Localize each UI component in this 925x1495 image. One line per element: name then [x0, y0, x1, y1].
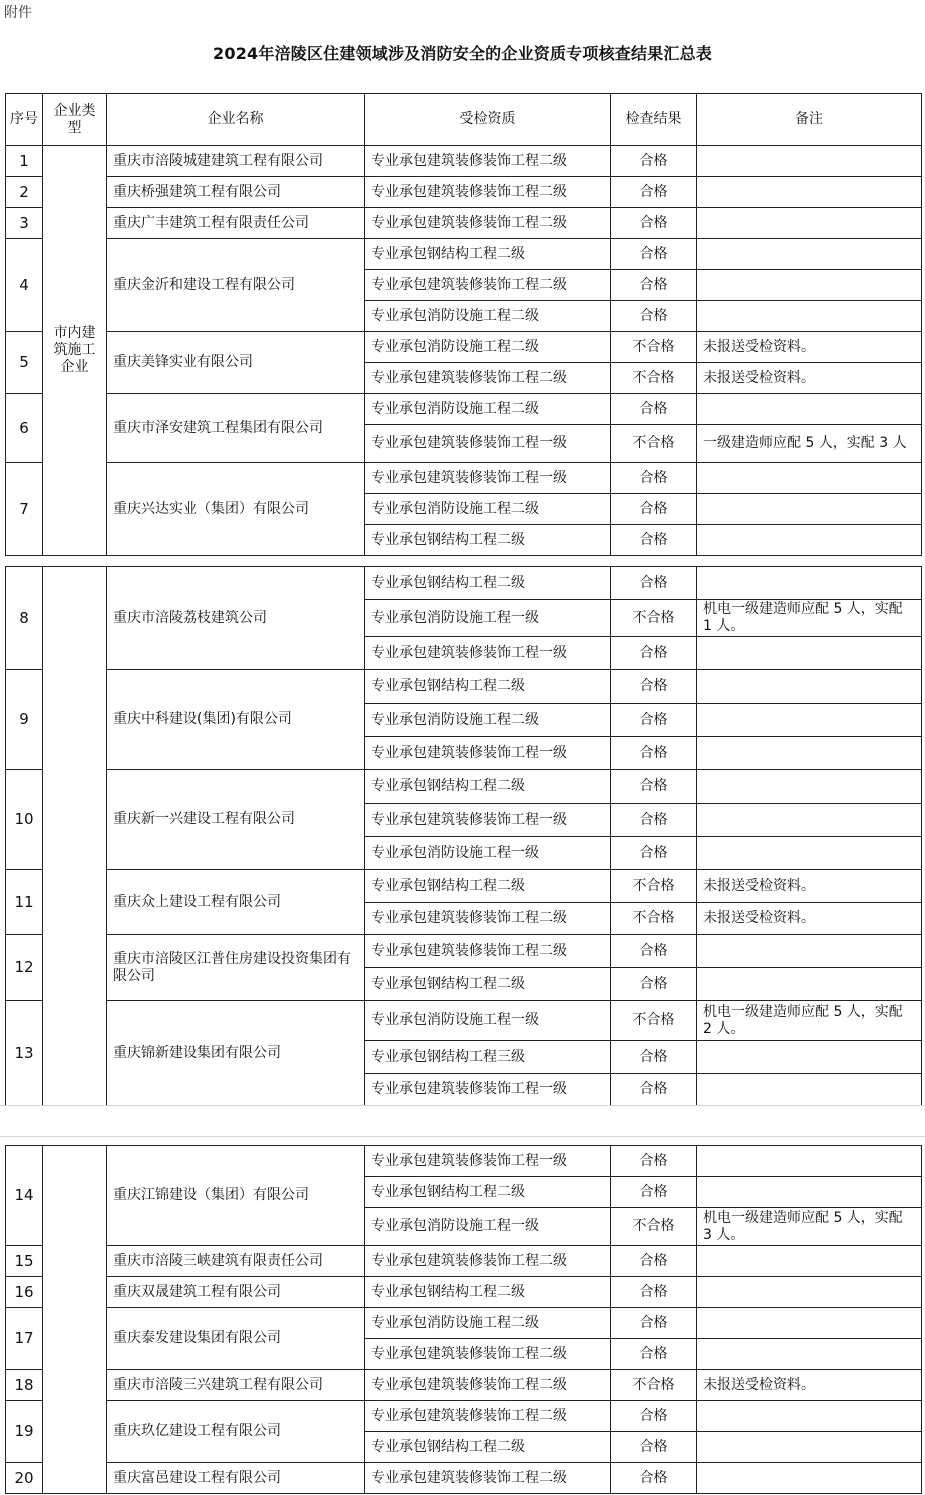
- qualification-cell: 专业承包钢结构工程二级: [365, 525, 611, 556]
- table-row: [6, 463, 922, 494]
- note-cell: [697, 394, 922, 425]
- enterprise-name-cell: 重庆市涪陵荔枝建筑公司: [107, 567, 365, 670]
- qualification-cell: 专业承包建筑装修装饰工程二级: [365, 1463, 611, 1494]
- table-row: [6, 394, 922, 425]
- note-cell: [697, 1177, 922, 1208]
- result-cell: 合格: [611, 837, 697, 870]
- seq-cell: 16: [6, 1277, 43, 1308]
- seq-cell: 8: [6, 567, 43, 670]
- note-cell: 未报送受检资料。: [697, 363, 922, 394]
- result-cell: 不合格: [611, 1208, 697, 1246]
- note-cell: [697, 1308, 922, 1339]
- result-cell: 不合格: [611, 1370, 697, 1401]
- result-cell: 合格: [611, 494, 697, 525]
- result-cell: 合格: [611, 1041, 697, 1074]
- result-cell: 合格: [611, 1432, 697, 1463]
- header-result: 检查结果: [611, 94, 697, 146]
- seq-cell: 12: [6, 935, 43, 1001]
- enterprise-name-cell: 重庆锦新建设集团有限公司: [107, 1001, 365, 1106]
- qualification-cell: 专业承包钢结构工程二级: [365, 670, 611, 704]
- note-cell: 未报送受检资料。: [697, 1370, 922, 1401]
- table-row: [6, 1308, 922, 1339]
- note-cell: [697, 1432, 922, 1463]
- result-cell: 合格: [611, 1246, 697, 1277]
- qualification-cell: 专业承包建筑装修装饰工程一级: [365, 804, 611, 837]
- table-row: [6, 208, 922, 239]
- note-cell: [697, 301, 922, 332]
- table-row: [6, 1401, 922, 1432]
- table-row: [6, 770, 922, 804]
- seq-cell: 17: [6, 1308, 43, 1370]
- enterprise-name-cell: 重庆市涪陵三兴建筑工程有限公司: [107, 1370, 365, 1401]
- qualification-cell: 专业承包消防设施工程一级: [365, 1208, 611, 1246]
- seq-cell: 4: [6, 239, 43, 332]
- result-cell: 不合格: [611, 363, 697, 394]
- header-row: [6, 94, 922, 146]
- table-row: [6, 670, 922, 704]
- table-row: [6, 177, 922, 208]
- header-name: 企业名称: [107, 94, 365, 146]
- results-table-part-3: [5, 1145, 922, 1494]
- result-cell: 不合格: [611, 332, 697, 363]
- note-cell: [697, 737, 922, 770]
- qualification-cell: 专业承包钢结构工程二级: [365, 770, 611, 804]
- seq-cell: 15: [6, 1246, 43, 1277]
- note-cell: [697, 146, 922, 177]
- result-cell: 合格: [611, 146, 697, 177]
- qualification-cell: 专业承包建筑装修装饰工程一级: [365, 1074, 611, 1106]
- qualification-cell: 专业承包建筑装修装饰工程一级: [365, 463, 611, 494]
- qualification-cell: 专业承包钢结构工程三级: [365, 1041, 611, 1074]
- note-cell: [697, 1074, 922, 1106]
- qualification-cell: 专业承包建筑装修装饰工程二级: [365, 1339, 611, 1370]
- note-cell: [697, 804, 922, 837]
- result-cell: 合格: [611, 270, 697, 301]
- note-cell: [697, 239, 922, 270]
- table-row: [6, 567, 922, 600]
- seq-cell: 1: [6, 146, 43, 177]
- qualification-cell: 专业承包建筑装修装饰工程二级: [365, 935, 611, 968]
- header-note: 备注: [697, 94, 922, 146]
- result-cell: 合格: [611, 737, 697, 770]
- qualification-cell: 专业承包建筑装修装饰工程二级: [365, 208, 611, 239]
- qualification-cell: 专业承包消防设施工程二级: [365, 301, 611, 332]
- qualification-cell: 专业承包消防设施工程一级: [365, 837, 611, 870]
- table-row: [6, 332, 922, 363]
- results-table-part-1: [5, 93, 922, 556]
- result-cell: 不合格: [611, 870, 697, 903]
- qualification-cell: 专业承包消防设施工程二级: [365, 704, 611, 737]
- table-row: [6, 1463, 922, 1494]
- seq-cell: 5: [6, 332, 43, 394]
- table-row: [6, 1001, 922, 1041]
- seq-cell: 18: [6, 1370, 43, 1401]
- result-cell: 合格: [611, 1146, 697, 1177]
- result-cell: 合格: [611, 1401, 697, 1432]
- seq-cell: 6: [6, 394, 43, 463]
- note-cell: 未报送受检资料。: [697, 903, 922, 935]
- table-row: [6, 1277, 922, 1308]
- results-table-part-2: [5, 566, 922, 1106]
- table-row: [6, 1370, 922, 1401]
- qualification-cell: 专业承包建筑装修装饰工程二级: [365, 270, 611, 301]
- enterprise-name-cell: 重庆兴达实业（集团）有限公司: [107, 463, 365, 556]
- result-cell: 合格: [611, 637, 697, 670]
- note-cell: [697, 1277, 922, 1308]
- qualification-cell: 专业承包消防设施工程二级: [365, 332, 611, 363]
- seq-cell: 19: [6, 1401, 43, 1463]
- enterprise-name-cell: 重庆桥强建筑工程有限公司: [107, 177, 365, 208]
- seq-cell: 3: [6, 208, 43, 239]
- header-seq: 序号: [6, 94, 43, 146]
- enterprise-name-cell: 重庆美锋实业有限公司: [107, 332, 365, 394]
- qualification-cell: 专业承包建筑装修装饰工程二级: [365, 1246, 611, 1277]
- qualification-cell: 专业承包建筑装修装饰工程二级: [365, 903, 611, 935]
- qualification-cell: 专业承包钢结构工程二级: [365, 1432, 611, 1463]
- result-cell: 合格: [611, 704, 697, 737]
- result-cell: 合格: [611, 770, 697, 804]
- note-cell: [697, 637, 922, 670]
- result-cell: 合格: [611, 935, 697, 968]
- result-cell: 合格: [611, 804, 697, 837]
- enterprise-name-cell: 重庆双晟建筑工程有限公司: [107, 1277, 365, 1308]
- enterprise-name-cell: 重庆市涪陵城建建筑工程有限公司: [107, 146, 365, 177]
- header-type: 企业类型: [43, 94, 107, 146]
- note-cell: 机电一级建造师应配 5 人，实配 1 人。: [697, 600, 922, 637]
- enterprise-name-cell: 重庆众上建设工程有限公司: [107, 870, 365, 935]
- result-cell: 合格: [611, 1339, 697, 1370]
- enterprise-type-cell: [43, 1146, 107, 1494]
- note-cell: 未报送受检资料。: [697, 332, 922, 363]
- result-cell: 合格: [611, 1308, 697, 1339]
- note-cell: [697, 704, 922, 737]
- note-cell: [697, 1246, 922, 1277]
- qualification-cell: 专业承包消防设施工程一级: [365, 1001, 611, 1041]
- qualification-cell: 专业承包钢结构工程二级: [365, 567, 611, 600]
- qualification-cell: 专业承包消防设施工程二级: [365, 1308, 611, 1339]
- qualification-cell: 专业承包建筑装修装饰工程二级: [365, 1401, 611, 1432]
- qualification-cell: 专业承包钢结构工程二级: [365, 870, 611, 903]
- note-cell: [697, 1401, 922, 1432]
- note-cell: [697, 177, 922, 208]
- result-cell: 合格: [611, 670, 697, 704]
- result-cell: 合格: [611, 1074, 697, 1106]
- enterprise-name-cell: 重庆市涪陵区江普住房建设投资集团有限公司: [107, 935, 365, 1001]
- enterprise-name-cell: 重庆中科建设(集团)有限公司: [107, 670, 365, 770]
- seq-cell: 14: [6, 1146, 43, 1246]
- enterprise-name-cell: 重庆市涪陵三峡建筑有限责任公司: [107, 1246, 365, 1277]
- enterprise-name-cell: 重庆市泽安建筑工程集团有限公司: [107, 394, 365, 463]
- qualification-cell: 专业承包消防设施工程二级: [365, 494, 611, 525]
- qualification-cell: 专业承包建筑装修装饰工程一级: [365, 1146, 611, 1177]
- note-cell: [697, 670, 922, 704]
- seq-cell: 9: [6, 670, 43, 770]
- header-qualification: 受检资质: [365, 94, 611, 146]
- result-cell: 不合格: [611, 903, 697, 935]
- note-cell: [697, 1146, 922, 1177]
- note-cell: [697, 270, 922, 301]
- qualification-cell: 专业承包建筑装修装饰工程一级: [365, 637, 611, 670]
- table-row: [6, 146, 922, 177]
- qualification-cell: 专业承包建筑装修装饰工程二级: [365, 1370, 611, 1401]
- qualification-cell: 专业承包钢结构工程二级: [365, 968, 611, 1001]
- note-cell: [697, 770, 922, 804]
- page-break-line: [0, 1105, 925, 1106]
- result-cell: 合格: [611, 394, 697, 425]
- enterprise-name-cell: 重庆玖亿建设工程有限公司: [107, 1401, 365, 1463]
- seq-cell: 20: [6, 1463, 43, 1494]
- note-cell: [697, 837, 922, 870]
- enterprise-name-cell: 重庆江锦建设（集团）有限公司: [107, 1146, 365, 1246]
- result-cell: 合格: [611, 1177, 697, 1208]
- table-row: [6, 1146, 922, 1177]
- qualification-cell: 专业承包消防设施工程二级: [365, 394, 611, 425]
- note-cell: 机电一级建造师应配 5 人，实配 2 人。: [697, 1001, 922, 1041]
- enterprise-name-cell: 重庆金沂和建设工程有限公司: [107, 239, 365, 332]
- result-cell: 合格: [611, 968, 697, 1001]
- note-cell: [697, 567, 922, 600]
- qualification-cell: 专业承包钢结构工程二级: [365, 239, 611, 270]
- seq-cell: 10: [6, 770, 43, 870]
- qualification-cell: 专业承包钢结构工程二级: [365, 1277, 611, 1308]
- note-cell: [697, 935, 922, 968]
- note-cell: [697, 968, 922, 1001]
- qualification-cell: 专业承包钢结构工程二级: [365, 1177, 611, 1208]
- table-row: [6, 1246, 922, 1277]
- enterprise-type-cell: 市内建筑施工企业: [43, 146, 107, 556]
- qualification-cell: 专业承包建筑装修装饰工程二级: [365, 146, 611, 177]
- enterprise-name-cell: 重庆新一兴建设工程有限公司: [107, 770, 365, 870]
- note-cell: [697, 1041, 922, 1074]
- enterprise-type-cell: [43, 567, 107, 1106]
- note-cell: [697, 525, 922, 556]
- note-cell: [697, 463, 922, 494]
- document-title: 2024年涪陵区住建领域涉及消防安全的企业资质专项核查结果汇总表: [213, 44, 712, 63]
- result-cell: 合格: [611, 239, 697, 270]
- seq-cell: 13: [6, 1001, 43, 1106]
- enterprise-name-cell: 重庆富邑建设工程有限公司: [107, 1463, 365, 1494]
- qualification-cell: 专业承包消防设施工程一级: [365, 600, 611, 637]
- note-cell: 一级建造师应配 5 人，实配 3 人: [697, 425, 922, 463]
- qualification-cell: 专业承包建筑装修装饰工程二级: [365, 177, 611, 208]
- page-break-line: [0, 1136, 925, 1137]
- result-cell: 合格: [611, 1277, 697, 1308]
- qualification-cell: 专业承包建筑装修装饰工程二级: [365, 363, 611, 394]
- result-cell: 合格: [611, 208, 697, 239]
- seq-cell: 2: [6, 177, 43, 208]
- table-row: [6, 870, 922, 903]
- note-cell: [697, 208, 922, 239]
- note-cell: 未报送受检资料。: [697, 870, 922, 903]
- result-cell: 合格: [611, 301, 697, 332]
- table-row: [6, 239, 922, 270]
- enterprise-name-cell: 重庆泰发建设集团有限公司: [107, 1308, 365, 1370]
- result-cell: 合格: [611, 177, 697, 208]
- result-cell: 合格: [611, 1463, 697, 1494]
- result-cell: 不合格: [611, 600, 697, 637]
- attachment-label: 附件: [4, 5, 32, 21]
- seq-cell: 7: [6, 463, 43, 556]
- result-cell: 合格: [611, 463, 697, 494]
- result-cell: 合格: [611, 525, 697, 556]
- result-cell: 合格: [611, 567, 697, 600]
- result-cell: 不合格: [611, 1001, 697, 1041]
- enterprise-name-cell: 重庆广丰建筑工程有限责任公司: [107, 208, 365, 239]
- table-row: [6, 935, 922, 968]
- qualification-cell: 专业承包建筑装修装饰工程一级: [365, 425, 611, 463]
- seq-cell: 11: [6, 870, 43, 935]
- note-cell: [697, 1339, 922, 1370]
- result-cell: 不合格: [611, 425, 697, 463]
- note-cell: 机电一级建造师应配 5 人，实配 3 人。: [697, 1208, 922, 1246]
- note-cell: [697, 1463, 922, 1494]
- qualification-cell: 专业承包建筑装修装饰工程一级: [365, 737, 611, 770]
- note-cell: [697, 494, 922, 525]
